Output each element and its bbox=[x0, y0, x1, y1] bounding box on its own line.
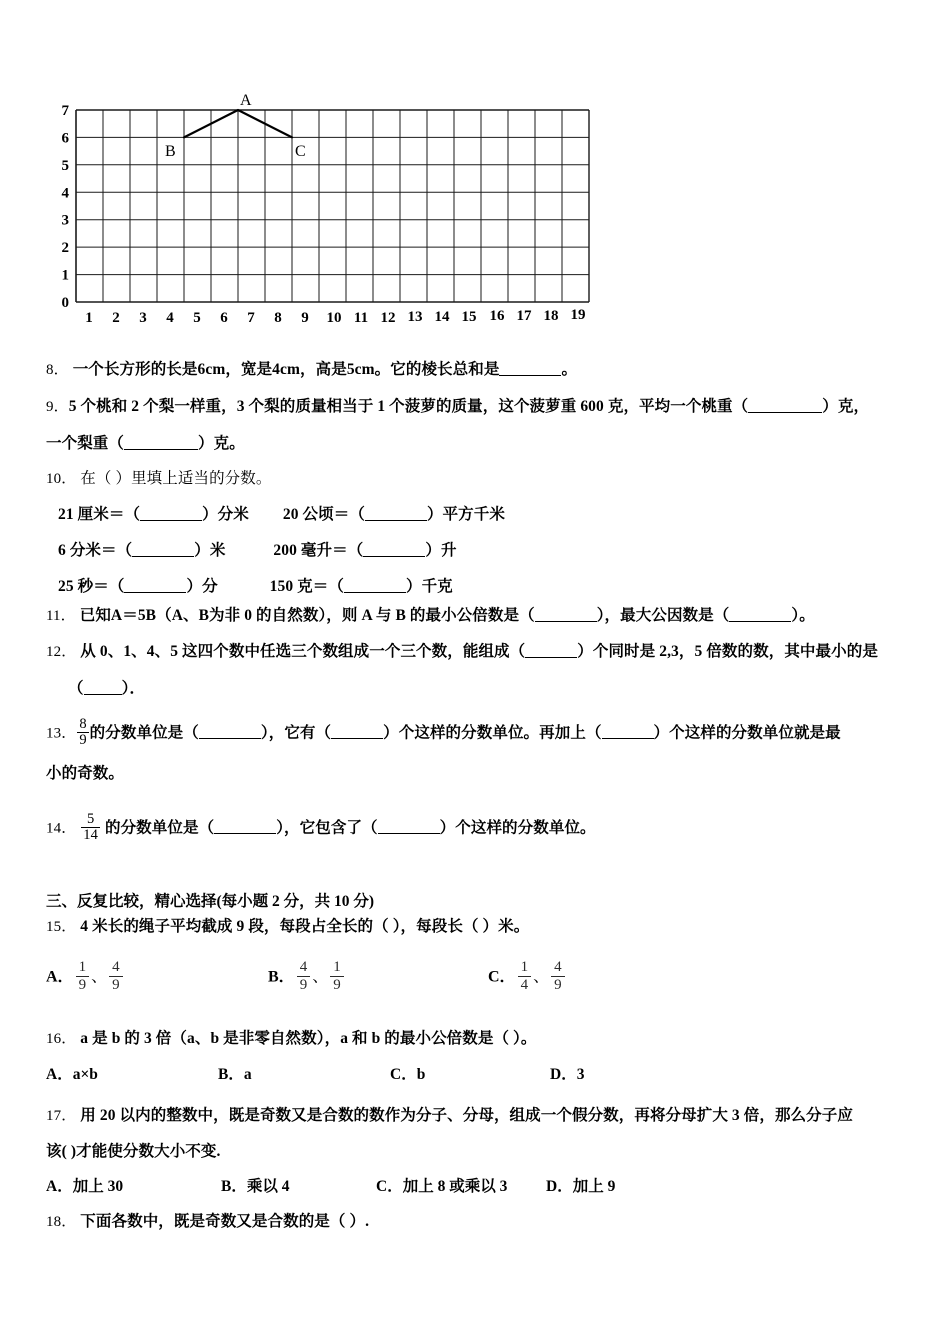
q15-option-c[interactable] bbox=[488, 960, 567, 993]
svg-text:18: 18 bbox=[543, 308, 559, 324]
q10-text: 在（ ）里填上适当的分数。 bbox=[80, 470, 272, 487]
q9-answer-blank-2[interactable] bbox=[124, 434, 198, 450]
q12-line1-text-a: 从 0、1、4、5 这四个数中任选三个数组成一个三个数，能组成（ bbox=[80, 643, 526, 660]
q18-number: 18． bbox=[46, 1214, 77, 1230]
q14-text-b: ），它包含了（ bbox=[276, 819, 378, 837]
svg-text:3: 3 bbox=[139, 310, 147, 326]
q8-value-3: 5cm bbox=[346, 361, 375, 378]
q11-answer-blank-1[interactable] bbox=[535, 606, 597, 622]
q9-answer-blank-1[interactable] bbox=[748, 397, 822, 413]
q17-option-a[interactable]: A．加上 30 bbox=[46, 1178, 124, 1195]
q12-answer-blank-1[interactable] bbox=[525, 642, 577, 658]
q15-option-a-separator: 、 bbox=[91, 968, 108, 986]
q13-fraction bbox=[77, 717, 88, 748]
q12-number: 12． bbox=[46, 644, 77, 660]
q8-answer-blank[interactable] bbox=[499, 360, 561, 376]
svg-text:8: 8 bbox=[274, 310, 282, 326]
svg-text:5: 5 bbox=[193, 310, 201, 326]
svg-text:19: 19 bbox=[570, 307, 586, 323]
svg-text:7: 7 bbox=[247, 310, 255, 326]
conv1-right-blank[interactable] bbox=[365, 505, 427, 521]
conv2-right-label: 200 毫升＝（ bbox=[273, 542, 364, 559]
question-15 bbox=[46, 915, 529, 940]
q14-number: 14． bbox=[46, 820, 77, 837]
vertex-labels bbox=[165, 92, 306, 160]
q9-line2-text-b: ）克。 bbox=[198, 435, 245, 452]
q16-option-c[interactable]: C．b bbox=[390, 1066, 426, 1083]
grid-svg bbox=[48, 88, 608, 328]
q17-line2-text: 该( )才能使分数大小不变. bbox=[46, 1143, 221, 1160]
q14-fraction-numerator: 5 bbox=[86, 811, 95, 827]
q13-number: 13． bbox=[46, 725, 77, 742]
q17-option-b[interactable]: B．乘以 4 bbox=[221, 1178, 290, 1195]
q15-opt-a-f2-num: 4 bbox=[112, 959, 120, 975]
question-16 bbox=[46, 1027, 537, 1052]
q15-option-c-fraction-2 bbox=[551, 960, 565, 993]
conv3-left-unit: ）分 bbox=[186, 578, 218, 595]
q15-opt-b-f2-den: 9 bbox=[330, 976, 344, 994]
q12-line2-text-b: ）． bbox=[121, 680, 146, 697]
question-9-line2 bbox=[46, 432, 245, 456]
q15-option-b-separator: 、 bbox=[312, 968, 329, 986]
q14-answer-blank-2[interactable] bbox=[378, 819, 440, 835]
svg-text:1: 1 bbox=[61, 267, 69, 284]
conv2-left-label: 6 分米＝（ bbox=[58, 542, 133, 559]
svg-text:13: 13 bbox=[407, 309, 423, 325]
q15-options-row bbox=[46, 952, 906, 998]
conv3-left-blank[interactable] bbox=[124, 577, 186, 593]
q13-text-a: 的分数单位是（ bbox=[89, 724, 199, 742]
q11-number: 11． bbox=[46, 608, 76, 624]
section-3-heading: 三、反复比较，精心选择(每小题 2 分，共 10 分) bbox=[46, 893, 375, 910]
conv3-right-blank[interactable] bbox=[344, 577, 406, 593]
q17-option-d[interactable]: D．加上 9 bbox=[546, 1178, 616, 1195]
q15-opt-b-f2-num: 1 bbox=[333, 959, 341, 975]
svg-text:17: 17 bbox=[516, 308, 532, 324]
conv2-right-blank[interactable] bbox=[363, 541, 425, 557]
q15-opt-c-f2-den: 9 bbox=[551, 976, 565, 994]
q15-number: 15． bbox=[46, 919, 77, 935]
q15-opt-c-f2-num: 4 bbox=[554, 959, 562, 975]
question-13-line1 bbox=[46, 717, 841, 748]
svg-text:6: 6 bbox=[61, 130, 69, 147]
conv2-left-blank[interactable] bbox=[132, 541, 194, 557]
conv2-right-unit: ）升 bbox=[425, 542, 457, 559]
q13-line2-text: 小的奇数。 bbox=[46, 765, 125, 782]
q16-option-d[interactable]: D．3 bbox=[550, 1066, 585, 1083]
question-14 bbox=[46, 812, 596, 843]
question-12-line2 bbox=[68, 677, 145, 701]
q8-text-b: ，宽是 bbox=[225, 361, 273, 378]
svg-text:5: 5 bbox=[61, 157, 69, 174]
q15-option-c-fraction-1 bbox=[518, 960, 532, 993]
q15-text: 4 米长的绳子平均截成 9 段，每段占全长的（ ），每段长（ ）米。 bbox=[80, 918, 530, 935]
question-18 bbox=[46, 1210, 369, 1235]
q8-text-c: ，高是 bbox=[300, 361, 347, 378]
q13-text-b: ），它有（ bbox=[260, 724, 332, 742]
q13-fraction-denominator: 9 bbox=[79, 731, 87, 748]
q16-number: 16． bbox=[46, 1031, 77, 1047]
conv2-left-unit: ）米 bbox=[194, 542, 226, 559]
q15-option-a-label: A． bbox=[46, 968, 74, 986]
q15-option-c-separator: 、 bbox=[533, 968, 550, 986]
label-point-a: A bbox=[240, 92, 252, 109]
conv1-right-unit: ）平方千米 bbox=[426, 506, 505, 523]
q11-text-a: 已知A＝5B（A、B为非 0 的自然数），则 A 与 B 的最小公倍数是（ bbox=[79, 607, 535, 624]
q13-answer-blank-2[interactable] bbox=[331, 724, 383, 740]
conv3-left-label: 25 秒＝（ bbox=[58, 578, 125, 595]
q17-line1-text: 用 20 以内的整数中，既是奇数又是合数的数作为分子、分母，组成一个假分数，再将分母扩大 3 倍，那么分子应 bbox=[80, 1107, 853, 1124]
q15-option-b-fraction-2 bbox=[330, 960, 344, 993]
conv1-left-blank[interactable] bbox=[140, 505, 202, 521]
svg-text:14: 14 bbox=[434, 309, 450, 325]
q8-text-a: 一个长方形的长是 bbox=[72, 361, 198, 378]
conv1-left-unit: ）分米 bbox=[202, 506, 249, 523]
q11-answer-blank-2[interactable] bbox=[729, 606, 791, 622]
q17-option-c[interactable]: C．加上 8 或乘以 3 bbox=[376, 1178, 508, 1195]
q14-fraction bbox=[81, 812, 100, 843]
q16-text: a 是 b 的 3 倍（a、b 是非零自然数），a 和 b 的最小公倍数是（ ）。 bbox=[80, 1030, 537, 1047]
q13-fraction-numerator: 8 bbox=[79, 716, 87, 732]
question-11 bbox=[46, 604, 815, 629]
q15-opt-c-f1-den: 4 bbox=[518, 976, 532, 994]
label-point-c: C bbox=[295, 143, 306, 160]
q15-option-b[interactable] bbox=[268, 960, 346, 993]
q16-option-b[interactable]: B．a bbox=[218, 1066, 252, 1083]
q12-line1-text-b: ）个同时是 2,3，5 倍数的数，其中最小的是 bbox=[577, 643, 878, 660]
question-12-line1 bbox=[46, 640, 878, 665]
q15-opt-b-f1-num: 4 bbox=[299, 959, 308, 975]
question-13-line2 bbox=[46, 762, 124, 786]
q15-opt-c-f1-num: 1 bbox=[520, 959, 529, 975]
q11-text-c: ）。 bbox=[791, 607, 815, 624]
svg-text:12: 12 bbox=[380, 310, 396, 326]
q15-option-b-fraction-1 bbox=[297, 960, 311, 993]
q15-option-a[interactable] bbox=[46, 960, 125, 993]
q11-text-b: ），最大公因数是（ bbox=[596, 607, 730, 624]
label-point-b: B bbox=[165, 143, 176, 160]
q15-opt-a-f2-den: 9 bbox=[109, 976, 123, 994]
q16-option-a[interactable]: A．a×b bbox=[46, 1066, 98, 1083]
q8-number: 8． bbox=[46, 362, 69, 378]
q12-answer-blank-2[interactable] bbox=[84, 679, 122, 695]
question-17-line2 bbox=[46, 1140, 220, 1164]
svg-text:4: 4 bbox=[166, 310, 174, 326]
q8-value-2: 4cm bbox=[272, 361, 300, 378]
x-axis-labels bbox=[85, 307, 585, 326]
svg-text:10: 10 bbox=[326, 310, 342, 326]
q15-opt-a-f1-num: 1 bbox=[78, 959, 87, 975]
q14-answer-blank-1[interactable] bbox=[214, 819, 276, 835]
conv3-right-label: 150 克＝（ bbox=[269, 578, 344, 595]
q14-text-a: 的分数单位是（ bbox=[104, 819, 215, 837]
q9-line1-text-a: 5 个桃和 2 个梨一样重，3 个梨的质量相当于 1 个菠萝的质量，这个菠萝重 600 克，平均一个桃重（ bbox=[68, 398, 749, 415]
svg-text:9: 9 bbox=[301, 310, 309, 326]
conv1-right-label: 20 公顷＝（ bbox=[282, 506, 365, 523]
svg-text:6: 6 bbox=[220, 310, 228, 326]
q8-text-e: 。 bbox=[561, 361, 578, 378]
q18-text: 下面各数中，既是奇数又是合数的是（ ）. bbox=[80, 1213, 370, 1230]
q14-fraction-denominator: 14 bbox=[83, 826, 98, 843]
q8-text-d: 。它的棱长总和是 bbox=[374, 361, 500, 378]
svg-text:2: 2 bbox=[112, 310, 120, 326]
q9-line2-text-a: 一个梨重（ bbox=[46, 435, 125, 452]
conv1-left-label: 21 厘米＝（ bbox=[58, 506, 141, 523]
q12-line2-text-a: （ bbox=[68, 680, 84, 697]
svg-text:15: 15 bbox=[461, 309, 477, 325]
grid-lines bbox=[76, 110, 589, 302]
svg-text:1: 1 bbox=[85, 310, 93, 326]
question-10 bbox=[46, 467, 271, 492]
question-17-line1 bbox=[46, 1104, 853, 1129]
q15-option-a-fraction-2 bbox=[109, 960, 123, 993]
q15-option-c-label: C． bbox=[488, 968, 516, 986]
q9-line1-text-b: ）克， bbox=[822, 398, 870, 415]
svg-text:7: 7 bbox=[61, 103, 69, 119]
q13-text-c: ）个这样的分数单位。再加上（ bbox=[383, 724, 602, 742]
q13-answer-blank-1[interactable] bbox=[199, 724, 261, 740]
q10-conversion-row-1 bbox=[58, 503, 505, 527]
q10-number: 10． bbox=[46, 471, 77, 487]
q10-conversion-row-3 bbox=[58, 575, 453, 599]
q13-text-d: ）个这样的分数单位就是最 bbox=[653, 724, 841, 742]
question-8 bbox=[46, 358, 577, 383]
y-axis-labels bbox=[62, 103, 70, 311]
svg-text:0: 0 bbox=[61, 295, 69, 311]
q8-value-1: 6cm bbox=[197, 361, 226, 378]
svg-text:4: 4 bbox=[61, 185, 69, 202]
svg-text:3: 3 bbox=[61, 212, 69, 229]
q15-opt-a-f1-den: 9 bbox=[76, 976, 90, 994]
q15-opt-b-f1-den: 9 bbox=[297, 976, 311, 994]
question-9-line1 bbox=[46, 395, 869, 420]
q9-number: 9． bbox=[46, 399, 69, 415]
q15-option-b-label: B． bbox=[268, 968, 295, 986]
q15-option-a-fraction-1 bbox=[76, 960, 90, 993]
q14-text-c: ）个这样的分数单位。 bbox=[439, 819, 596, 837]
svg-text:11: 11 bbox=[353, 310, 369, 326]
svg-text:2: 2 bbox=[61, 240, 69, 257]
q17-number: 17． bbox=[46, 1108, 77, 1124]
svg-text:16: 16 bbox=[489, 308, 505, 324]
q13-answer-blank-3[interactable] bbox=[602, 724, 654, 740]
q10-conversion-row-2 bbox=[58, 539, 457, 563]
coordinate-grid-figure bbox=[48, 88, 608, 328]
conv3-right-unit: ）千克 bbox=[405, 578, 453, 595]
